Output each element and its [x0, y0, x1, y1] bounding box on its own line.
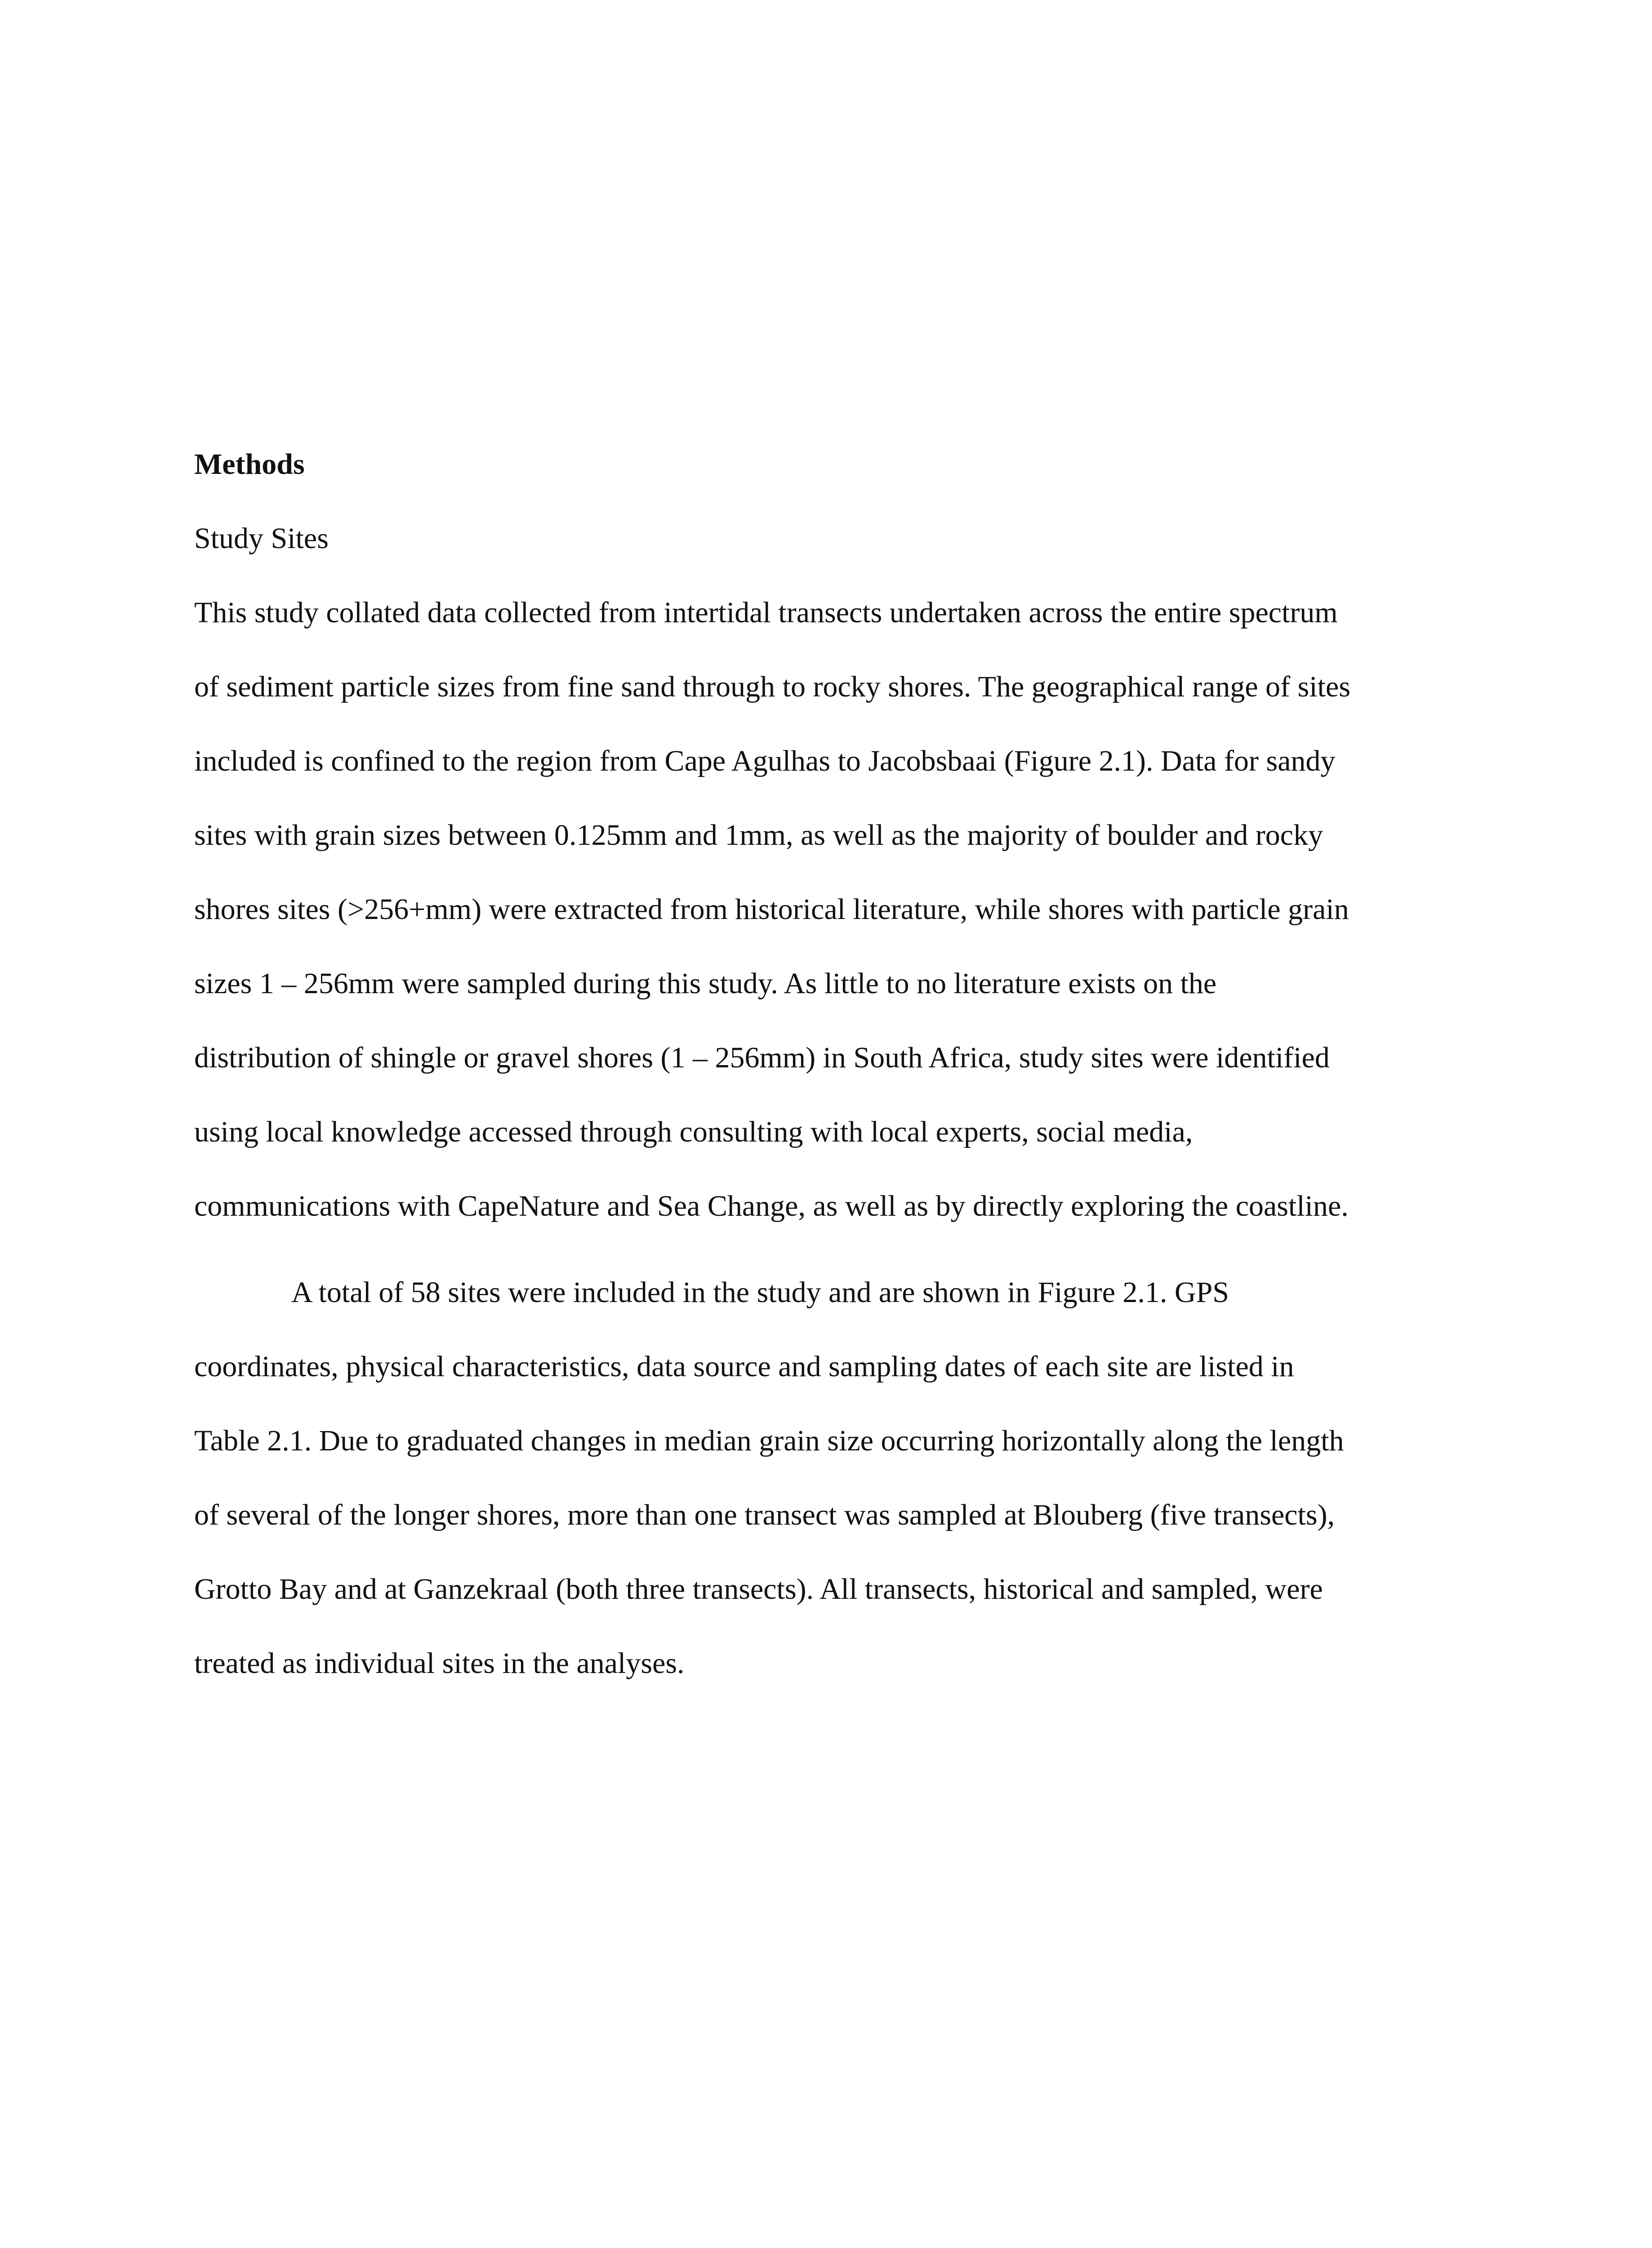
paragraph: This study collated data collected from intertidal transects undertaken across the entire spectrum of sediment particle sizes from fine sand through to rocky shores. The geographical range of sites included is confined to the region from Cape Agulhas to Jacobsbaai (Figure 2.1). Data for sandy sites with grain sizes between 0.125mm and 1mm, as well as the majority of boulder and rocky shores sites (>256+mm) were extracted from historical literature, while shores with particle grain sizes 1 – 256mm were sampled during this study. As little to no literature exists on the distribution of shingle or gravel shores (1 – 256mm) in South Africa, study sites were identified using local knowledge accessed through consulting with local experts, social media, communications with CapeNature and Sea Change, as well as by directly exploring the coastline.: [194, 596, 1351, 1222]
subsection-heading: Study Sites: [194, 522, 329, 555]
section-heading: Methods: [194, 448, 305, 481]
paragraph: A total of 58 sites were included in the study and are shown in Figure 2.1. GPS coordinates, physical characteristics, data source and sampling dates of each site are listed in Table 2.1. Due to graduated changes in median grain size occurring horizontally along the length of several of the longer shores, more than one transect was sampled at Blouberg (five transects), Grotto Bay and at Ganzekraal (both three transects). All transects, historical and sampled, were treated as individual sites in the analyses.: [194, 1276, 1344, 1680]
body-text: [194, 427, 1457, 1700]
